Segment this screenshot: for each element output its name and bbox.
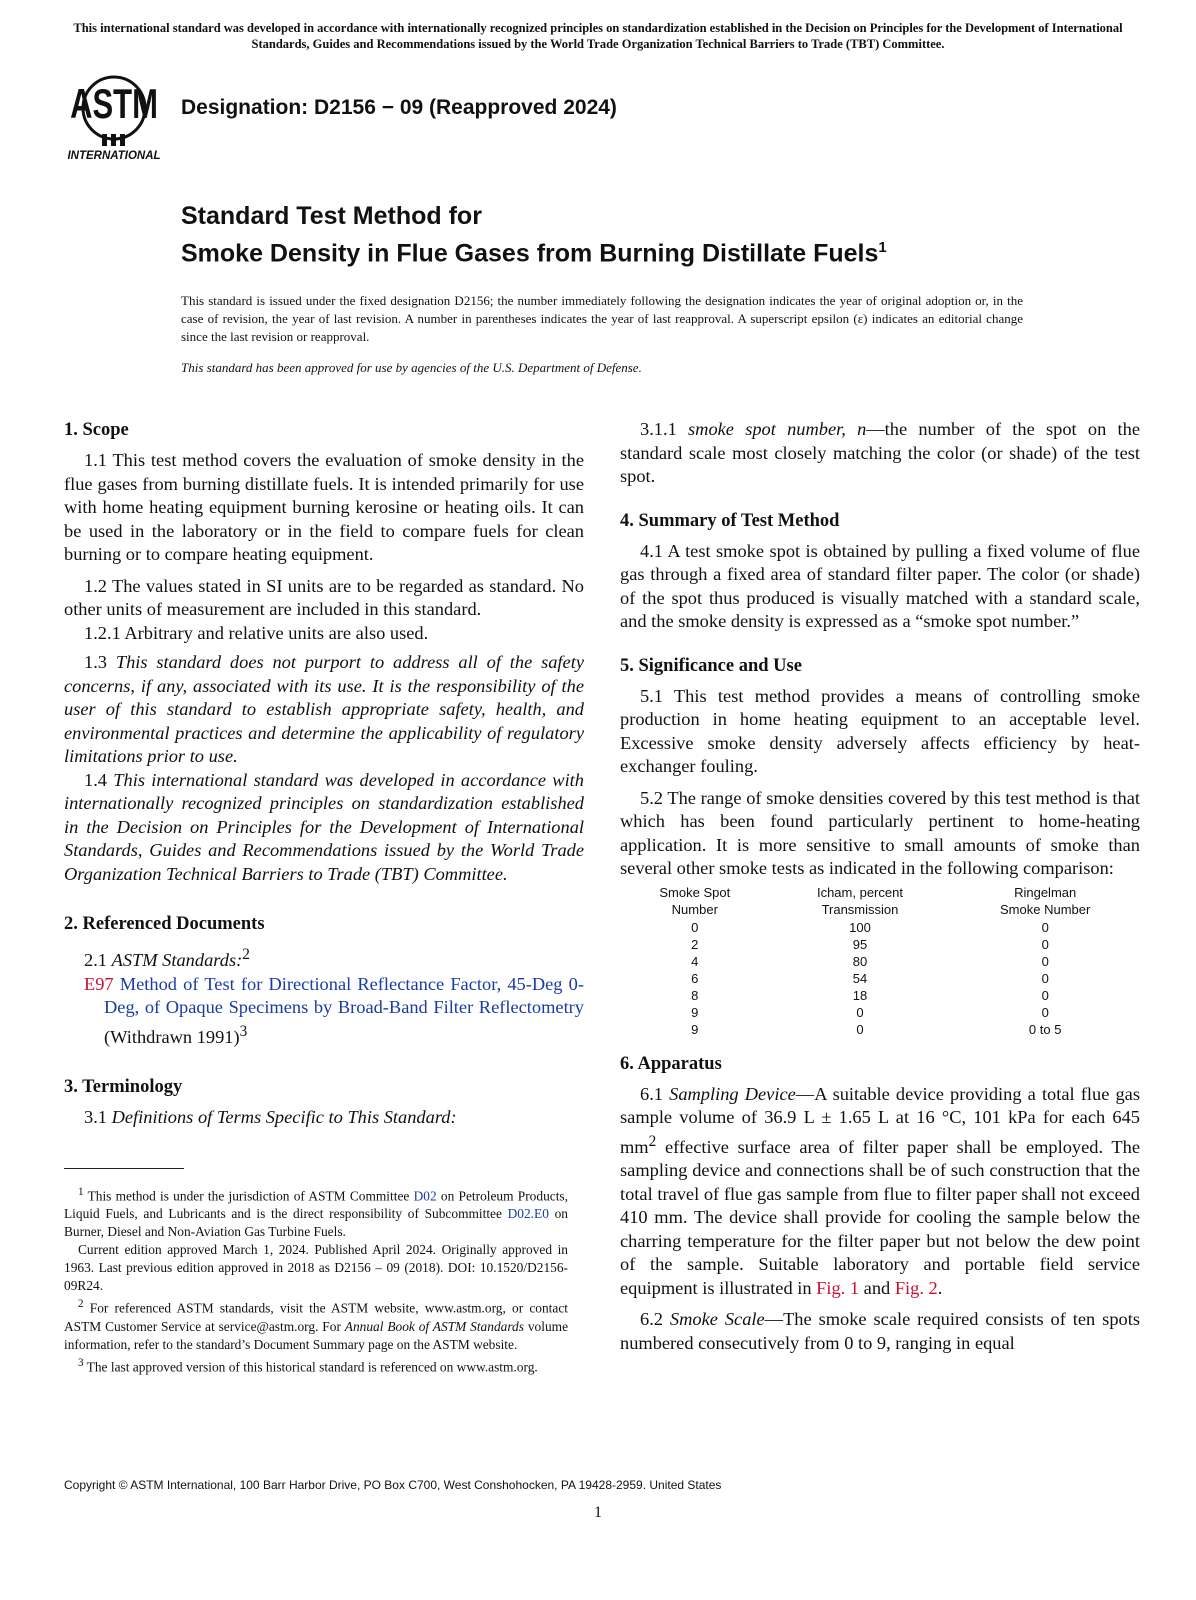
subcommittee-d02e0-link[interactable]: D02.E0 — [507, 1206, 549, 1222]
title-line-2: Smoke Density in Flue Gases from Burning Distillate Fuels$^1$ — [181, 239, 887, 268]
section-heading-terminology: 3. Terminology — [64, 1077, 183, 1098]
para-2-1: 2.1 ASTM Standards:$^2$ — [84, 946, 250, 971]
footnotes — [64, 1183, 568, 1376]
committee-d02-link[interactable]: D02 — [413, 1188, 437, 1204]
title-line-1: Standard Test Method for — [181, 202, 482, 230]
section-heading-apparatus: 6. Apparatus — [620, 1053, 722, 1074]
para-1-2: 1.2 The values stated in SI units are to be regarded as standard. No other units of measurement are included in this standard. — [64, 575, 584, 619]
table-row: 0 100 0 — [691, 919, 1049, 935]
para-4-1: 4.1 A test smoke spot is obtained by pulling a fixed volume of flue gas through a fixed area of standard filter paper. The color (or shade) of the spot thus produced is visually matched with a standard scale, and the smoke density is expressed as a “smoke spot number.” — [620, 540, 1140, 631]
para-3-1: 3.1 Definitions of Terms Specific to This Standard: — [84, 1107, 457, 1128]
section-heading-significance: 5. Significance and Use — [620, 655, 802, 676]
svg-text:INTERNATIONAL: INTERNATIONAL — [67, 150, 161, 162]
footnote-ref-3[interactable]: 3 — [239, 1022, 248, 1040]
footnote-divider — [64, 1168, 184, 1169]
issue-note: This standard is issued under the fixed designation D2156; the number immediately following the designation indicates the year of original adoption or, in the case of revision, the year of last revision. A number in parentheses indicates the year of last reapproval. A superscript epsilon (ε) indicates an editorial change since the last revision or reapproval. — [181, 293, 1023, 344]
section-heading-summary: 4. Summary of Test Method — [620, 510, 840, 531]
table-row: 9 0 0 to 5 — [691, 1021, 1062, 1037]
para-3-1-1: 3.1.1 smoke spot number, n—the number of the spot on the standard scale most closely matching the color (or shade) of the test spot. — [620, 419, 1140, 486]
footnote-2: $^2$ For referenced ASTM standards, visit the ASTM website, www.astm.org, or contact ASTM Customer Service at service@astm.org. For Annual Book of ASTM Standards volume information, refer to the standard’s Document Summary page on the ASTM website. — [64, 1298, 569, 1352]
section-heading-references: 2. Referenced Documents — [64, 914, 265, 934]
table-header-row — [620, 883, 1140, 919]
designation: Designation: D2156 − 09 (Reapproved 2024) — [181, 96, 617, 119]
reference-e97: E97 Method of Test for Directional Reflectance Factor, 45-Deg 0-Deg, of Opaque Specimens by Broad-Band Filter Reflectometry (Withdrawn 1991)$^3$ — [84, 973, 584, 1047]
svg-text:ASTM: ASTM — [70, 80, 158, 127]
fig-2-link[interactable]: Fig. 2 — [894, 1277, 938, 1298]
para-1-3: 1.3 This standard does not purport to address all of the safety concerns, if any, associated with its use. It is the responsibility of the user of this standard to establish appropriate safety, health, and environmental practices and determine the applicability of regulatory limitations prior to use. — [64, 652, 584, 766]
dod-note: This standard has been approved for use by agencies of the U.S. Department of Defense. — [181, 360, 642, 375]
reference-title-link[interactable]: Method of Test for Directional Reflectance Factor, 45-Deg 0-Deg, of Opaque Specimens by Broad-Band Filter Reflectometry — [104, 973, 584, 1018]
footnote-1-edition: Current edition approved March 1, 2024. Published April 2024. Originally approved in 1963. Last previous edition approved in 2018 as D2156 – 09 (2018). DOI: 10.1520/D2156-09R24. — [64, 1242, 568, 1294]
left-column — [64, 418, 584, 1138]
copyright: Copyright © ASTM International, 100 Barr Harbor Drive, PO Box C700, West Conshohocken, PA 19428-2959. United States — [64, 1478, 722, 1492]
reference-code-link[interactable]: E97 — [84, 973, 114, 994]
footnote-3: $^3$ The last approved version of this historical standard is referenced on www.astm.org. — [78, 1356, 538, 1375]
page-number: 1 — [594, 1504, 602, 1521]
para-6-2: 6.2 Smoke Scale—The smoke scale required consists of ten spots numbered consecutively from 0 to 9, ranging in equal — [620, 1309, 1140, 1353]
table-row: 8 18 0 — [691, 987, 1049, 1003]
table-row: 2 95 0 — [691, 936, 1049, 952]
table-row: 4 80 0 — [691, 953, 1049, 969]
footnote-ref-2[interactable]: 2 — [242, 946, 250, 963]
para-5-1: 5.1 This test method provides a means of controlling smoke production in home heating equipment to an acceptable level. Excessive smoke density adversely affects efficiency by heat-exchanger fouling. — [620, 685, 1140, 776]
table-header-icham: Icham, percent Transmission — [816, 884, 903, 917]
right-column — [620, 418, 1140, 1363]
title-footnote-ref[interactable]: 1 — [878, 239, 887, 256]
para-1-4: 1.4 This international standard was developed in accordance with internationally recognized principles on standardization established in the Decision on Principles for the Development of International Standards, Guides and Recommendations issued by the World Trade Organization Technical Barriers to Trade (TBT) Committee. — [64, 769, 584, 884]
table-header-smoke-spot: Smoke Spot Number — [659, 884, 731, 917]
para-1-2-1: 1.2.1 Arbitrary and relative units are also used. — [84, 622, 429, 643]
table-header-ringelman: Ringelman Smoke Number — [1000, 884, 1091, 917]
para-1-1: 1.1 This test method covers the evaluation of smoke density in the flue gases from burning distillate fuels. It is intended primarily for use with home heating equipment burning kerosine or heating oils. It can be used in the laboratory or in the field to compare fuels for clean burning or to compare heating equipment. — [64, 450, 584, 564]
table-row: 6 54 0 — [691, 970, 1049, 986]
section-heading-scope: 1. Scope — [64, 420, 129, 440]
para-5-2: 5.2 The range of smoke densities covered by this test method is that which has been found particularly pertinent to home-heating application. It is more sensitive to small amounts of smoke than several other smoke tests as indicated in the following comparison: — [620, 787, 1140, 878]
footnote-1: $^1$ This method is under the jurisdiction of ASTM Committee D02 on Petroleum Products, Liquid Fuels, and Lubricants and is the direct responsibility of Subcommittee D02.E0 on Burner, Diesel and Non-Aviation Gas Turbine Fuels. — [64, 1186, 568, 1240]
table-row: 9 0 0 — [691, 1004, 1049, 1020]
fig-1-link[interactable]: Fig. 1 — [816, 1277, 860, 1298]
top-notice: This international standard was developed in accordance with internationally recognized principles on standardization established in the Decision on Principles for the Development of International Standards, Guides and Recommendations issued by the World Trade Organization Technical Barriers to Trade (TBT) Committee. — [73, 21, 1123, 51]
para-6-1: 6.1 Sampling Device—A suitable device providing a total flue gas sample volume of 36.9 L ± 1.65 L at 16 °C, 101 kPa for each 645 $mm^2$ effective surface area of filter paper shall be employed. The sampling device and connections shall be of such construction that the total travel of flue gas sample from flue to filter paper shall not exceed 410 mm. The device shall provide for cooling the sample below the charring temperature for the filter paper but not below the dew point of the sample. Suitable laboratory and portable field service equipment is illustrated in Fig. 1 and Fig. 2. — [620, 1083, 1140, 1298]
document-title — [181, 200, 887, 269]
comparison-table — [620, 883, 1140, 1038]
astm-logo — [64, 72, 164, 164]
